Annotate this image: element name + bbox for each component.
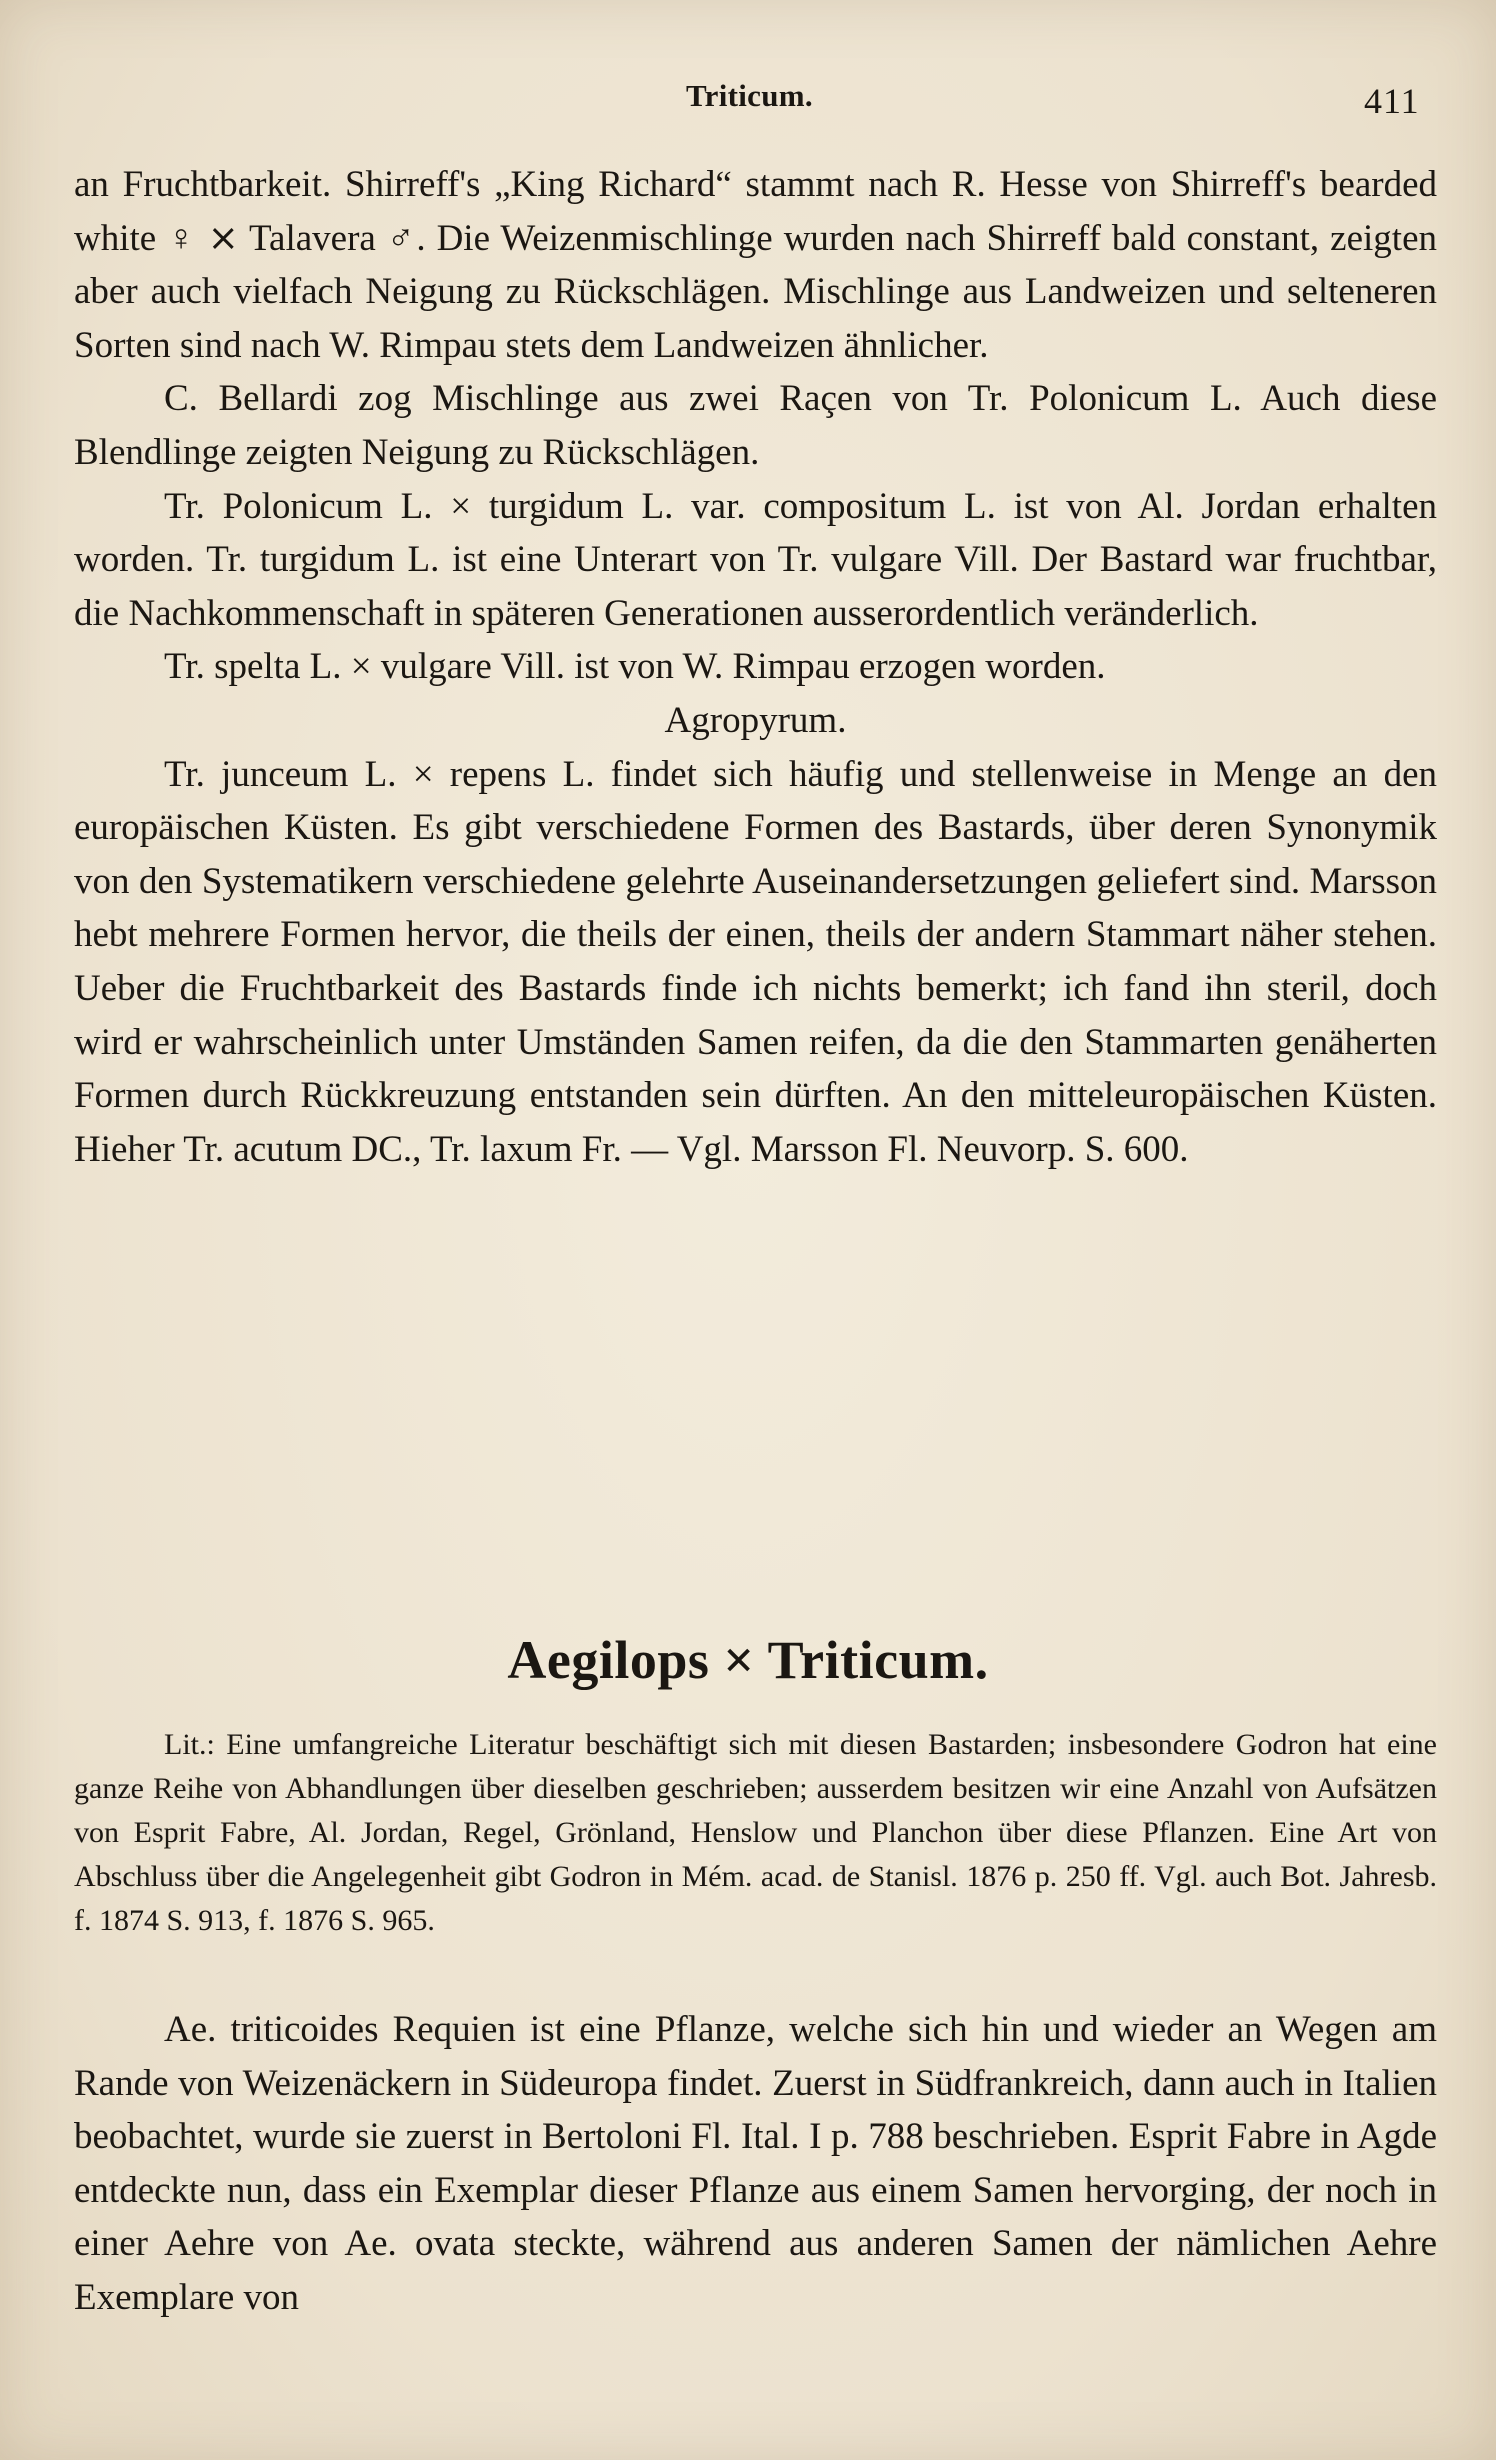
paragraph-fruchtbarkeit: an Fruchtbarkeit. Shirreff's „King Richard“ stammt nach R. Hesse von Shirreff's bearded white ♀ ⨯ Talavera ♂. Die Weizenmischlinge wurden nach Shirreff bald constant, zeigten aber auch vielfach Neigung zu Rückschlägen. Mischlinge aus Landweizen und selteneren Sorten sind nach W. Rimpau stets dem Landweizen ähnlicher. bbox=[74, 164, 1437, 366]
paragraph-triticoides: Ae. triticoides Requien ist eine Pflanze, welche sich hin und wieder an Wegen am Rande von Weizenäckern in Südeuropa findet. Zuerst in Südfrankreich, dann auch in Italien beobachtet, wurde sie zuerst in Bertoloni Fl. Ital. I p. 788 beschrieben. Esprit Fabre in Agde entdeckte nun, dass ein Exemplar dieser Pflanze aus einem Samen hervorging, der noch in einer Aehre von Ae. ovata steckte, während aus anderen Samen der nämlichen Aehre Exemplare von bbox=[74, 2009, 1437, 2318]
running-head bbox=[0, 70, 1496, 120]
paragraph-bellardi: C. Bellardi zog Mischlinge aus zwei Raçen von Tr. Polonicum L. Auch diese Blendlinge zeigten Neigung zu Rückschlägen. bbox=[74, 378, 1437, 473]
paragraph-spelta-vulgare: Tr. spelta L. × vulgare Vill. ist von W. Rimpau erzogen worden. bbox=[164, 646, 1106, 688]
paragraph-polonicum-turgidum: Tr. Polonicum L. × turgidum L. var. compositum L. ist von Al. Jordan erhalten worden. Tr. turgidum L. ist eine Unterart von Tr. vulgare Vill. Der Bastard war fruchtbar, die Nachkommenschaft in späteren Generationen ausserordentlich veränderlich. bbox=[74, 485, 1437, 634]
page-number: 411 bbox=[1364, 81, 1420, 121]
paragraph-junceum-repens: Tr. junceum L. × repens L. findet sich häufig und stellenweise in Menge an den europäischen Küsten. Es gibt verschiedene Formen des Bastards, über deren Synonymik von den Systematikern verschiedene gelehrte Auseinandersetzungen geliefert sind. Marsson hebt mehrere Formen hervor, die theils der einen, theils der andern Stammart näher stehen. Ueber die Fruchtbarkeit des Bastards finde ich nichts bemerkt; ich fand ihn steril, doch wird er wahrscheinlich unter Umständen Samen reifen, da die den Stammarten genäherten Formen durch Rückkreuzung entstanden sein dürften. An den mitteleuropäischen Küsten. Hieher Tr. acutum DC., Tr. laxum Fr. — Vgl. Marsson Fl. Neuvorp. S. 600. bbox=[74, 753, 1437, 1170]
aegilops-text-block bbox=[74, 2003, 1437, 2325]
running-title: Triticum. bbox=[686, 78, 813, 113]
literature-note bbox=[74, 1723, 1437, 1943]
literature-text: Lit.: Eine umfangreiche Literatur beschäftigt sich mit diesen Bastarden; insbesondere Godron hat eine ganze Reihe von Abhandlungen über dieselben geschrieben; ausserdem besitzen wir eine Anzahl von Aufsätzen von Esprit Fabre, Al. Jordan, Regel, Grönland, Henslow und Planchon über diese Pflanzen. Eine Art von Abschluss über die Angelegenheit gibt Godron in Mém. acad. de Stanisl. 1876 p. 250 ff. Vgl. auch Bot. Jahresb. f. 1874 S. 913, f. 1876 S. 965. bbox=[74, 1728, 1437, 1937]
section-heading-agropyrum: Agropyrum. bbox=[664, 699, 847, 741]
main-text-block bbox=[74, 158, 1437, 1176]
chapter-heading-aegilops-triticum: Aegilops × Triticum. bbox=[507, 1630, 989, 1690]
